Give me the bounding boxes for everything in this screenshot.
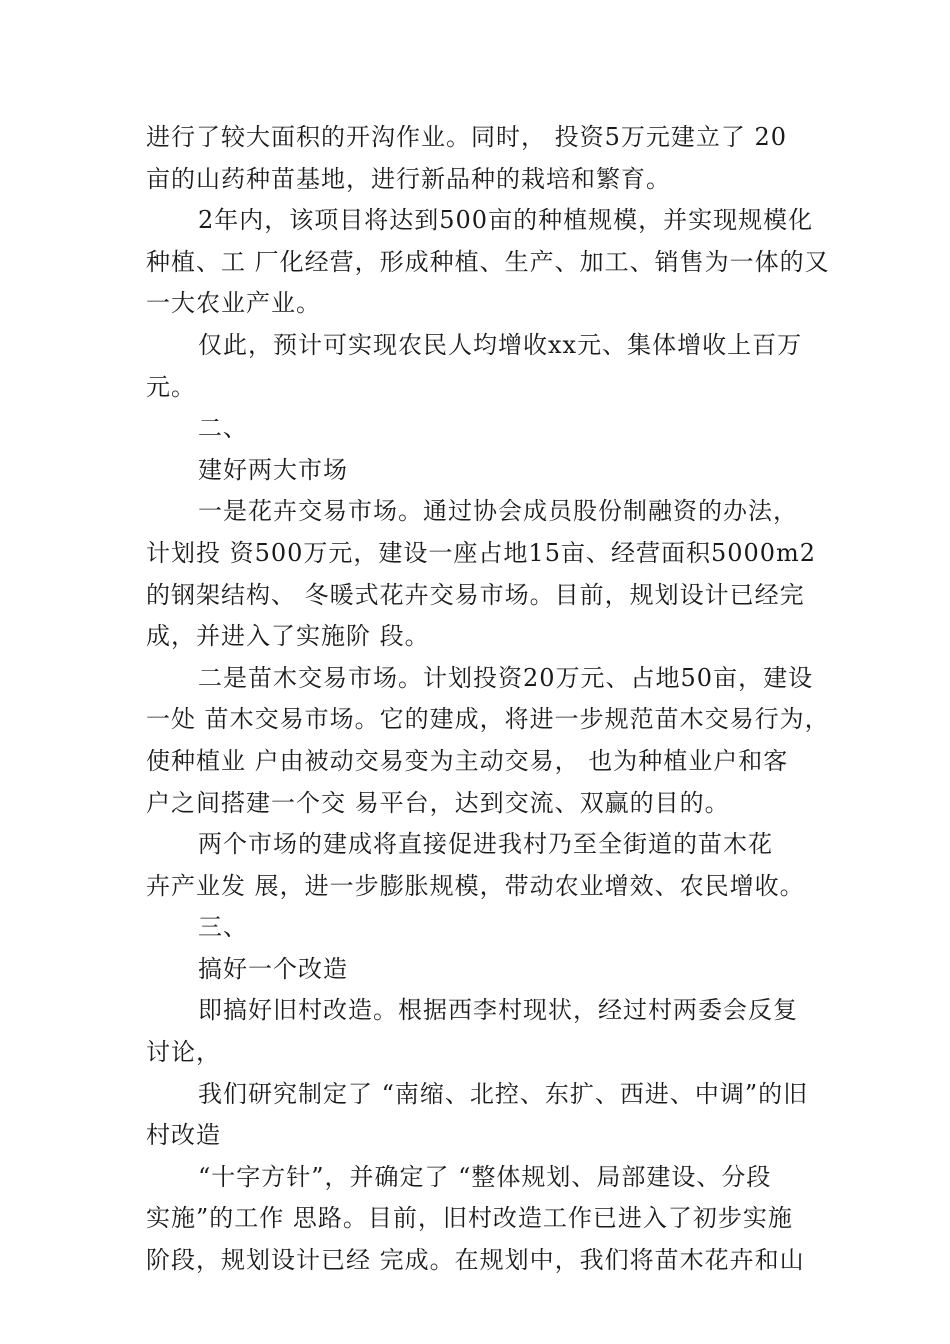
section-heading: 建好两大市场 bbox=[198, 455, 348, 484]
text-line: 的钢架结构、 冬暖式花卉交易市场。目前，规划设计已经完 bbox=[146, 580, 805, 609]
text-line: 我们研究制定了 “南缩、北控、东扩、西进、中调”的旧 bbox=[198, 1079, 809, 1108]
text-line: 实施”的工作 思路。目前，旧村改造工作已进入了初步实施 bbox=[146, 1204, 793, 1233]
text-line: 一大农业产业。 bbox=[146, 289, 321, 318]
text-line: 一处 苗木交易市场。它的建成，将进一步规范苗木交易行为， bbox=[146, 705, 830, 734]
text-line: “十字方针”，并确定了 “整体规划、局部建设、分段 bbox=[198, 1162, 772, 1191]
text-line: 户之间搭建一个交 易平台，达到交流、双赢的目的。 bbox=[146, 788, 730, 817]
section-number: 三、 bbox=[198, 913, 248, 942]
text-line: 成，并进入了实施阶 段。 bbox=[146, 622, 430, 651]
text-line: 仅此，预计可实现农民人均增收xx元、集体增收上百万 bbox=[198, 330, 803, 359]
text-line: 村改造 bbox=[146, 1121, 221, 1150]
text-line: 使种植业 户由被动交易变为主动交易， 也为种植业户和客 bbox=[146, 746, 789, 775]
text-line: 种植、工 厂化经营，形成种植、生产、加工、销售为一体的又 bbox=[146, 247, 830, 276]
text-line: 2年内，该项目将达到500亩的种植规模，并实现规模化 bbox=[198, 206, 814, 235]
text-line: 讨论， bbox=[146, 1038, 221, 1067]
text-line: 元。 bbox=[146, 372, 196, 401]
text-line: 阶段，规划设计已经 完成。在规划中，我们将苗木花卉和山 bbox=[146, 1246, 805, 1275]
text-line: 一是花卉交易市场。通过协会成员股份制融资的办法， bbox=[198, 497, 798, 526]
text-line: 两个市场的建成将直接促进我村乃至全街道的苗木花 bbox=[198, 830, 773, 859]
text-line: 卉产业发 展，进一步膨胀规模，带动农业增效、农民增收。 bbox=[146, 871, 805, 900]
text-line: 二是苗木交易市场。计划投资20万元、占地50亩，建设 bbox=[198, 663, 814, 692]
text-line: 计划投 资500万元，建设一座占地15亩、经营面积5000m2 bbox=[146, 538, 817, 567]
section-heading: 搞好一个改造 bbox=[198, 954, 348, 983]
text-line: 即搞好旧村改造。根据西李村现状，经过村两委会反复 bbox=[198, 996, 798, 1025]
text-line: 亩的山药种苗基地，进行新品种的栽培和繁育。 bbox=[146, 164, 671, 193]
section-number: 二、 bbox=[198, 414, 248, 443]
text-line: 进行了较大面积的开沟作业。同时， 投资5万元建立了 20 bbox=[146, 123, 788, 151]
document-body bbox=[146, 117, 830, 1282]
